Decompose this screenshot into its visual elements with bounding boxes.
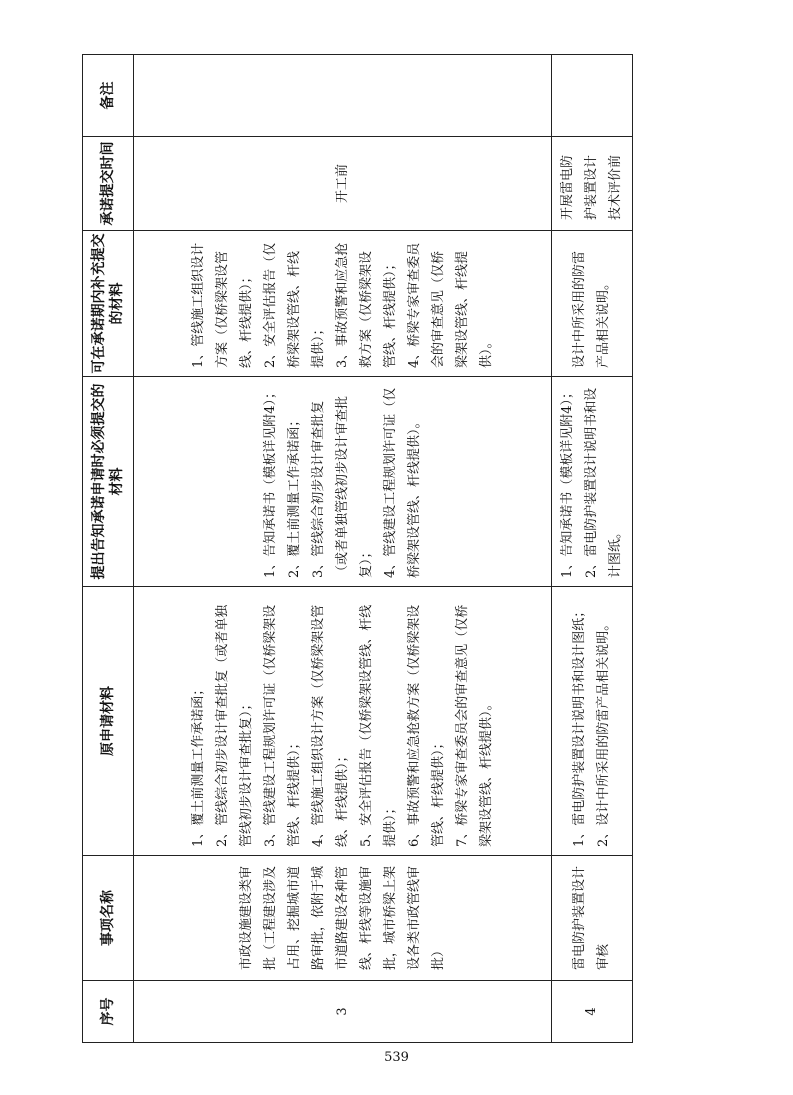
row-deadline: 开展雷电防护装置设计技术评价前 — [552, 137, 633, 231]
row-remark — [134, 55, 552, 137]
list-item: 1、告知承诺书（模板详见附4）； — [262, 385, 278, 578]
materials-table — [82, 54, 633, 1043]
list-item: 1、雷电防护装置设计说明书和设计图纸； — [572, 604, 587, 847]
page-number: 539 — [384, 1050, 409, 1065]
list-item: 1、管线施工组织设计方案（仅桥梁架设管线、杆线提供）； — [190, 242, 254, 368]
table-row — [552, 55, 633, 1043]
list-item: 2、雷电防护装置设计说明书和设计图纸。 — [584, 387, 623, 578]
list-item: 7、桥梁专家审查委员会的审查意见（仅桥梁架设管线、杆线提供）。 — [454, 604, 494, 847]
list-item: 4、桥梁专家审查委员会的审查意见（仅桥梁架设管线、杆线提供）。 — [406, 242, 494, 368]
list-item: 5、安全评估报告（仅桥梁架设管线、杆线提供）； — [358, 604, 398, 847]
row-remark — [552, 55, 633, 137]
list-item: 4、管线施工组织设计方案（仅桥梁架设管线、杆线提供）； — [310, 604, 350, 847]
table-row — [134, 55, 552, 1043]
header-supplement: 可在承诺期内补充提交的材料 — [83, 231, 134, 377]
list-item: 1、覆土前测量工作承诺函； — [190, 682, 206, 847]
header-deadline: 承诺提交时间 — [83, 137, 134, 231]
list-item: 2、设计中所采用的防雷产品相关说明。 — [596, 617, 611, 847]
header-remark: 备注 — [83, 55, 134, 137]
list-item: 3、管线建设工程规划许可证（仅桥梁架设管线、杆线提供）； — [262, 604, 302, 847]
row-deadline: 开工前 — [134, 137, 552, 231]
list-item: 3、事故预警和应急抢救方案（仅桥梁架设管线、杆线提供）； — [334, 242, 398, 368]
list-item: 3、管线综合初步设计审查批复（或者单独管线初步设计审查批复）； — [310, 395, 374, 578]
row-name: 雷电防护装置设计审核 — [552, 856, 633, 981]
header-original: 原申请材料 — [83, 587, 134, 856]
row-original — [134, 587, 552, 856]
list-item: 2、覆土前测量工作承诺函； — [286, 413, 302, 578]
list-item: 2、安全评估报告（仅桥梁架设管线、杆线提供）； — [262, 242, 326, 368]
header-row — [83, 55, 134, 1043]
list-item: 1、告知承诺书（模板详见附4）； — [560, 385, 575, 578]
row-required — [552, 377, 633, 587]
row-supplement — [552, 231, 633, 377]
list-item: 4、管线建设工程规划许可证（仅桥梁架设管线、杆线提供）。 — [382, 387, 422, 578]
list-item: 设计中所采用的防雷产品相关说明。 — [572, 250, 611, 368]
header-required: 提出告知承诺申请时必须提交的材料 — [83, 377, 134, 587]
row-seq: 4 — [552, 981, 633, 1043]
row-supplement — [134, 231, 552, 377]
header-seq: 序号 — [83, 981, 134, 1043]
row-name: 市政设施建设类审批（工程建设涉及占用、挖掘城市道路审批，依附于城市道路建设各种管线、杆线等设施审批，城市桥梁上架设各类市政管线审批） — [134, 856, 552, 981]
list-item: 6、事故预警和应急抢救方案（仅桥梁架设管线、杆线提供）； — [406, 604, 446, 847]
rotated-table-wrapper — [82, 55, 623, 1043]
row-original — [552, 587, 633, 856]
row-seq: 3 — [134, 981, 552, 1043]
row-required — [134, 377, 552, 587]
header-name: 事项名称 — [83, 856, 134, 981]
list-item: 2、管线综合初步设计审查批复（或者单独管线初步设计审查批复）； — [214, 604, 254, 847]
